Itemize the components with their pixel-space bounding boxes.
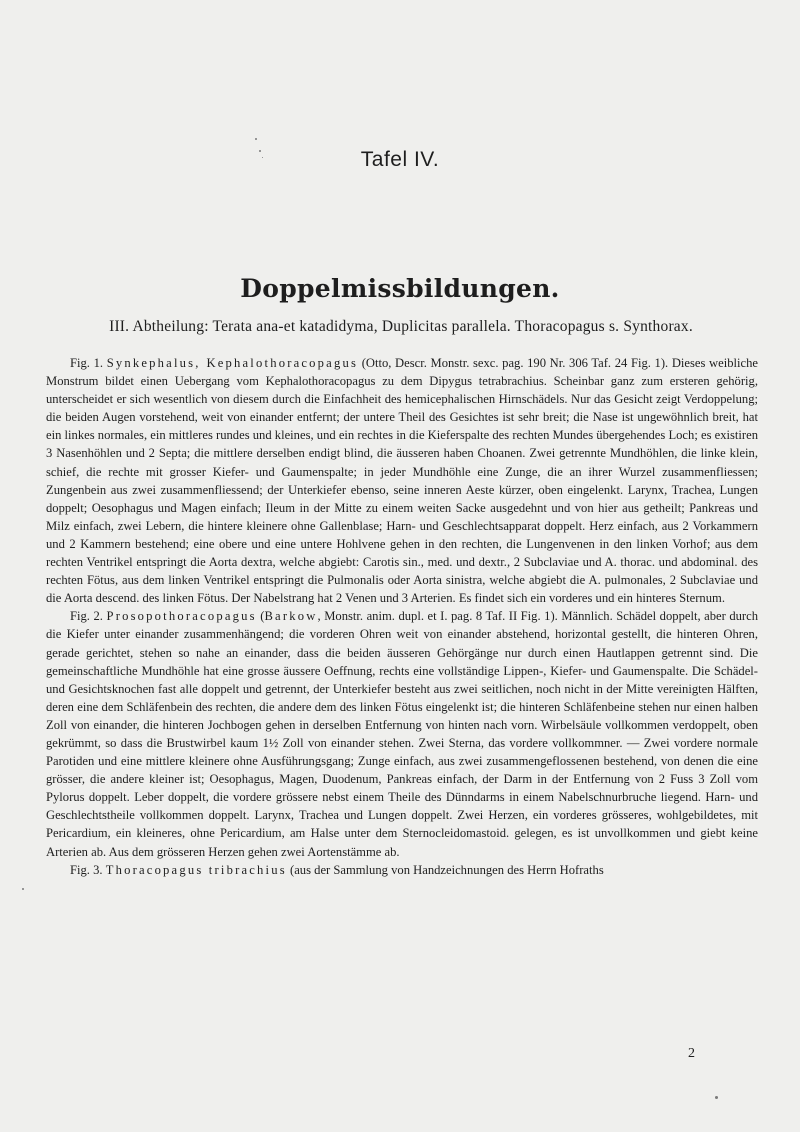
figure-2-name: Prosopothoracopagus bbox=[106, 609, 257, 624]
figure-3-text: (aus der Sammlung von Handzeichnungen des Herrn Hofraths bbox=[290, 862, 604, 877]
ink-speck bbox=[255, 138, 257, 140]
ink-speck bbox=[715, 1096, 718, 1099]
plate-label: Tafel IV. bbox=[360, 148, 440, 171]
figure-1-paragraph bbox=[46, 354, 758, 607]
figure-3-name: Thoracopagus tribrachius bbox=[105, 862, 287, 877]
section-subtitle: III. Abtheilung: Terata ana-et katadidyma, Duplicitas parallela. Thoracopagus s. Synthorax. bbox=[109, 318, 693, 335]
ink-speck bbox=[22, 888, 24, 890]
figure-2-author: Barkow bbox=[264, 609, 318, 624]
body-text bbox=[46, 354, 758, 879]
figure-3-paragraph bbox=[46, 861, 758, 879]
page-number: 2 bbox=[688, 1046, 695, 1061]
figure-2-text: , Monstr. anim. dupl. et I. pag. 8 Taf. II Fig. 1). Männlich. Schädel doppelt, aber durch die Kiefer unter einander zusammenhängend; die vorderen Ohren weit von einander abstehend, horizontal gestellt, die hinteren Ohren, gerade gerichtet, stehen so nahe an einander, dass die beiden äusseren Gehörgänge nur durch einen Hautlappen getrennt sind. Die gemeinschaftliche Mundhöhle hat eine grosse äussere Oeffnung, rechts eine vollständige Lippen-, Kiefer- und Gaumenspalte. Die Schädel- und Gesichtsknochen fast alle doppelt und getrennt, der Unterkiefer besteht aus zwei seitlichen, noch nicht in der Mitte vereinigten Hälften, deren eine dem Schläfenbein des rechten, die andere dem des linken Fötus eingelenkt ist; die hinteren Schläfenbeine stehen nur einen halben Zoll von einander, die hinteren Jochbogen gehen in derselben Entfernung von hinten nach vorn. Wirbelsäule vollkommen verdoppelt, oben gekrümmt, so dass die Brustwirbel kaum 1½ Zoll von einander stehen. Zwei Sterna, das vordere vollkommner. — Zwei vordere normale Parotiden und eine mittlere kleinere ohne Ausführungsgang; Zunge einfach, aus zwei zusammengeflossenen bestehend, von denen die eine grösser, die andere kleiner ist; Oesophagus, Magen, Duodenum, Pankreas einfach, der Darm in der Entfernung von 2 Fuss 3 Zoll vom Pylorus doppelt. Leber doppelt, die vordere grössere nebst einem Theile des Dünndarms in einem Nabelschnurbruche liegend. Harn- und Geschlechtstheile vollkommen doppelt. Larynx, Trachea und Lungen doppelt. Zwei Herzen, ein vorderes grösseres, wohlgebildetes, mit Pericardium, ein kleineres, ohne Pericardium, am Halse unter dem Sternocleidomastoid. gelegen, es ist unvollkommen und giebt keine Arterien ab. Aus dem grösseren Herzen gehen zwei Aortenstämme ab. bbox=[46, 609, 759, 859]
figure-2-label: Fig. 2. bbox=[70, 609, 103, 624]
figure-1-name: Synkephalus, Kephalothoracopagus bbox=[106, 356, 359, 370]
figure-1-label: Fig. 1. bbox=[70, 356, 104, 370]
figure-3-label: Fig. 3. bbox=[70, 862, 103, 877]
figure-2-paragraph: Fig. 2. Prosopothoracopagus (Barkow, Monstr. anim. dupl. et I. pag. 8 Taf. II Fig. 1). Männlich. Schädel doppelt, aber durch die Kiefer unter einander zusammenhängend; die vorderen Ohren weit von einander abstehend, horizontal gestellt, die hinteren Ohren, gerade gerichtet, stehen so nahe an einander, dass die beiden äusseren Gehörgänge nur durch einen Hautlappen getrennt sind. Die gemeinschaftliche Mundhöhle hat eine grosse äussere Oeffnung, rechts eine vollständige Lippen-, Kiefer- und Gaumenspalte. Die Schädel- und Gesichtsknochen fast alle doppelt und getrennt, der Unterkiefer besteht aus zwei seitlichen, noch nicht in der Mitte vereinigten Hälften, deren eine dem Schläfenbein des rechten, die andere dem des linken Fötus eingelenkt ist; die hinteren Schläfenbeine stehen nur einen halben Zoll von einander, die hinteren Jochbogen gehen in derselben Entfernung von hinten nach vorn. Wirbelsäule vollkommen verdoppelt, oben gekrümmt, so dass die Brustwirbel kaum 1½ Zoll von einander stehen. Zwei Sterna, das vordere vollkommner. — Zwei vordere normale Parotiden und eine mittlere kleinere ohne Ausführungsgang; Zunge einfach, aus zwei zusammengeflossenen bestehend, von denen die eine grösser, die andere kleiner ist; Oesophagus, Magen, Duodenum, Pankreas einfach, der Darm in der Entfernung von 2 Fuss 3 Zoll vom Pylorus doppelt. Leber doppelt, die vordere grössere nebst einem Theile des Dünndarms in einem Nabelschnurbruche liegend. Harn- und Geschlechtstheile vollkommen doppelt. Larynx, Trachea und Lungen doppelt. Zwei Herzen, ein vorderes grösseres, wohlgebildetes, mit Pericardium, ein kleineres, ohne Pericardium, am Halse unter dem Sternocleidomastoid. gelegen, es ist unvollkommen und giebt keine Arterien ab. Aus dem grösseren Herzen gehen zwei Aortenstämme ab. bbox=[46, 609, 759, 859]
figure-1-text: (Otto, Descr. Monstr. sexc. pag. 190 Nr. 306 Taf. 24 Fig. 1). Dieses weibliche Monstrum bildet einen Uebergang vom Kephalothoracopagus zu dem Dipygus tetrabrachius. Scheinbar ganz zum ersteren gehörig, unterscheidet er sich wesentlich von diesem durch die Einfachheit des hemicephalischen Hirnschädels. Nur das Gesicht zeigt Verdoppelung; die beiden Augen vorstehend, weit von einander entfernt; der untere Theil des Gesichtes ist sehr breit; die Nase ist ungewöhnlich breit, hat ein linkes normales, ein mittleres rundes und kleines, und ein rechtes in die Kieferspalte des rechten Mundes übergehendes Loch; es existiren 3 Nasenhöhlen und 2 Septa; die mittlere derselben endigt blind, die äusseren haben Choanen. Zwei getrennte Mundhöhlen, die linke klein, schief, die rechte mit grosser Kiefer- und Gaumenspalte; in jeder Mundhöhle eine Zunge, die an ihrer Wurzel zusammenfliessen; Zungenbein aus zwei zusammenfliessend; der Unterkiefer ebenso, seine inneren Aeste kürzer, oben eingelenkt. Larynx, Trachea, Lungen doppelt; Oesophagus und Magen einfach; Ileum in der Mitte zu einem weiten Sacke ausgedehnt und von hier aus getheilt; Pankreas und Milz einfach, zwei Lebern, die hintere kleinere ohne Gallenblase; Harn- und Geschlechtsapparat doppelt. Herz einfach, aus 2 Vorkammern und 2 Kammern bestehend; eine obere und eine untere Hohlvene gehen in den rechten, die Lungenvenen in den linken Vorhof; aus dem rechten Ventrikel entspringt die Aorta dextra, welche abgiebt: Carotis sin., med. und dextr., 2 Subclaviae und A. thorac. und abdominal. des rechten Fötus, aus dem linken Ventrikel entspringt die Pulmonalis oder Aorta sinistra, welche abgiebt die A. pulmonales, 2 Subclaviae und die Aorta descend. des linken Fötus. Der Nabelstrang hat 2 Venen und 3 Arterien. Es findet sich ein vorderes und ein hinteres Sternum. bbox=[46, 356, 758, 606]
section-title: Doppelmissbildungen. bbox=[240, 274, 560, 303]
